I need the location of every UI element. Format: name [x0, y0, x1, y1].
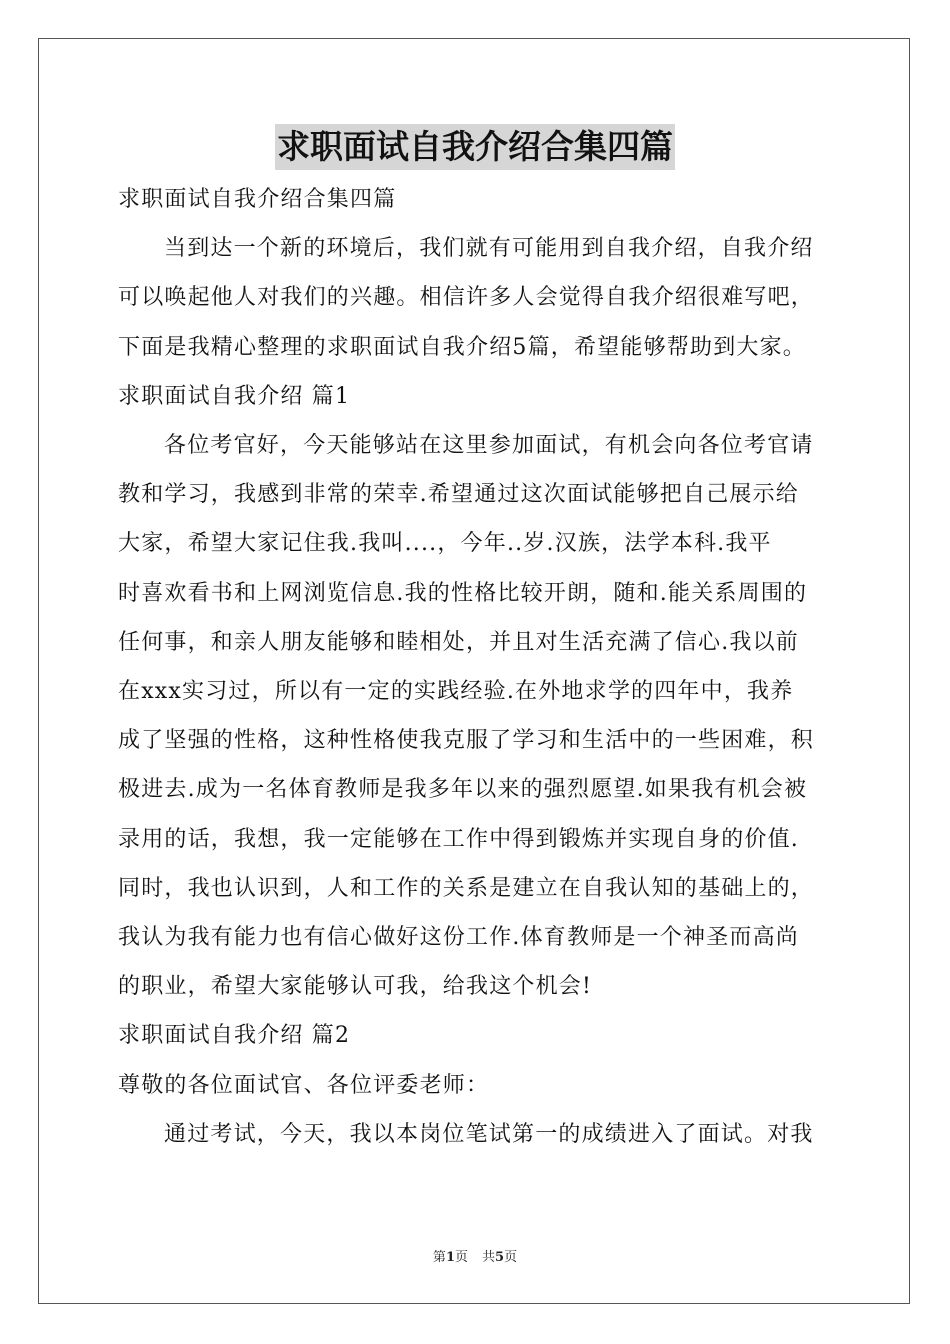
- title-container: [0, 124, 950, 170]
- text-line: 在xxx实习过，所以有一定的实践经验.在外地求学的四年中，我养: [118, 679, 794, 705]
- document-title: 求职面试自我介绍合集四篇: [275, 124, 675, 170]
- footer-page-number: 1: [445, 1250, 455, 1265]
- footer-total-prefix: 共: [482, 1250, 496, 1265]
- footer-total-suffix: 页: [504, 1250, 518, 1265]
- page-footer: [0, 1246, 950, 1265]
- text-line: 大家，希望大家记住我.我叫....，今年..岁.汉族，法学本科.我平: [118, 531, 772, 557]
- text-line: 当到达一个新的环境后，我们就有可能用到自我介绍，自我介绍: [164, 236, 814, 262]
- text-line: 我认为我有能力也有信心做好这份工作.体育教师是一个神圣而高尚: [118, 925, 799, 951]
- text-line: 可以唤起他人对我们的兴趣。相信许多人会觉得自我介绍很难写吧，: [118, 285, 815, 311]
- text-line: 的职业，希望大家能够认可我，给我这个机会!: [118, 974, 593, 1000]
- text-line: 求职面试自我介绍 篇2: [118, 1023, 351, 1049]
- text-line: 同时，我也认识到，人和工作的关系是建立在自我认知的基础上的，: [118, 875, 815, 901]
- text-line: 录用的话，我想，我一定能够在工作中得到锻炼并实现自身的价值.: [118, 826, 799, 852]
- text-line: 下面是我精心整理的求职面试自我介绍5篇，希望能够帮助到大家。: [118, 334, 806, 360]
- text-line: 各位考官好，今天能够站在这里参加面试，有机会向各位考官请: [164, 433, 814, 459]
- text-line: 成了坚强的性格，这种性格使我克服了学习和生活中的一些困难，积: [118, 728, 815, 754]
- text-line: 通过考试，今天，我以本岗位笔试第一的成绩进入了面试。对我: [164, 1121, 814, 1147]
- text-line: 时喜欢看书和上网浏览信息.我的性格比较开朗，随和.能关系周围的: [118, 580, 808, 606]
- footer-total-number: 5: [495, 1250, 505, 1265]
- document-body: [118, 175, 836, 1159]
- text-line: 求职面试自我介绍 篇1: [118, 383, 351, 409]
- text-line: 尊敬的各位面试官、各位评委老师：: [118, 1072, 490, 1098]
- text-line: 求职面试自我介绍合集四篇: [118, 187, 397, 212]
- footer-page-prefix: 第: [432, 1250, 446, 1265]
- text-line: 教和学习，我感到非常的荣幸.希望通过这次面试能够把自己展示给: [118, 482, 799, 508]
- footer-page-suffix: 页: [454, 1250, 468, 1265]
- text-line: 极进去.成为一名体育教师是我多年以来的强烈愿望.如果我有机会被: [118, 777, 808, 803]
- text-line: 任何事，和亲人朋友能够和睦相处，并且对生活充满了信心.我以前: [118, 629, 799, 655]
